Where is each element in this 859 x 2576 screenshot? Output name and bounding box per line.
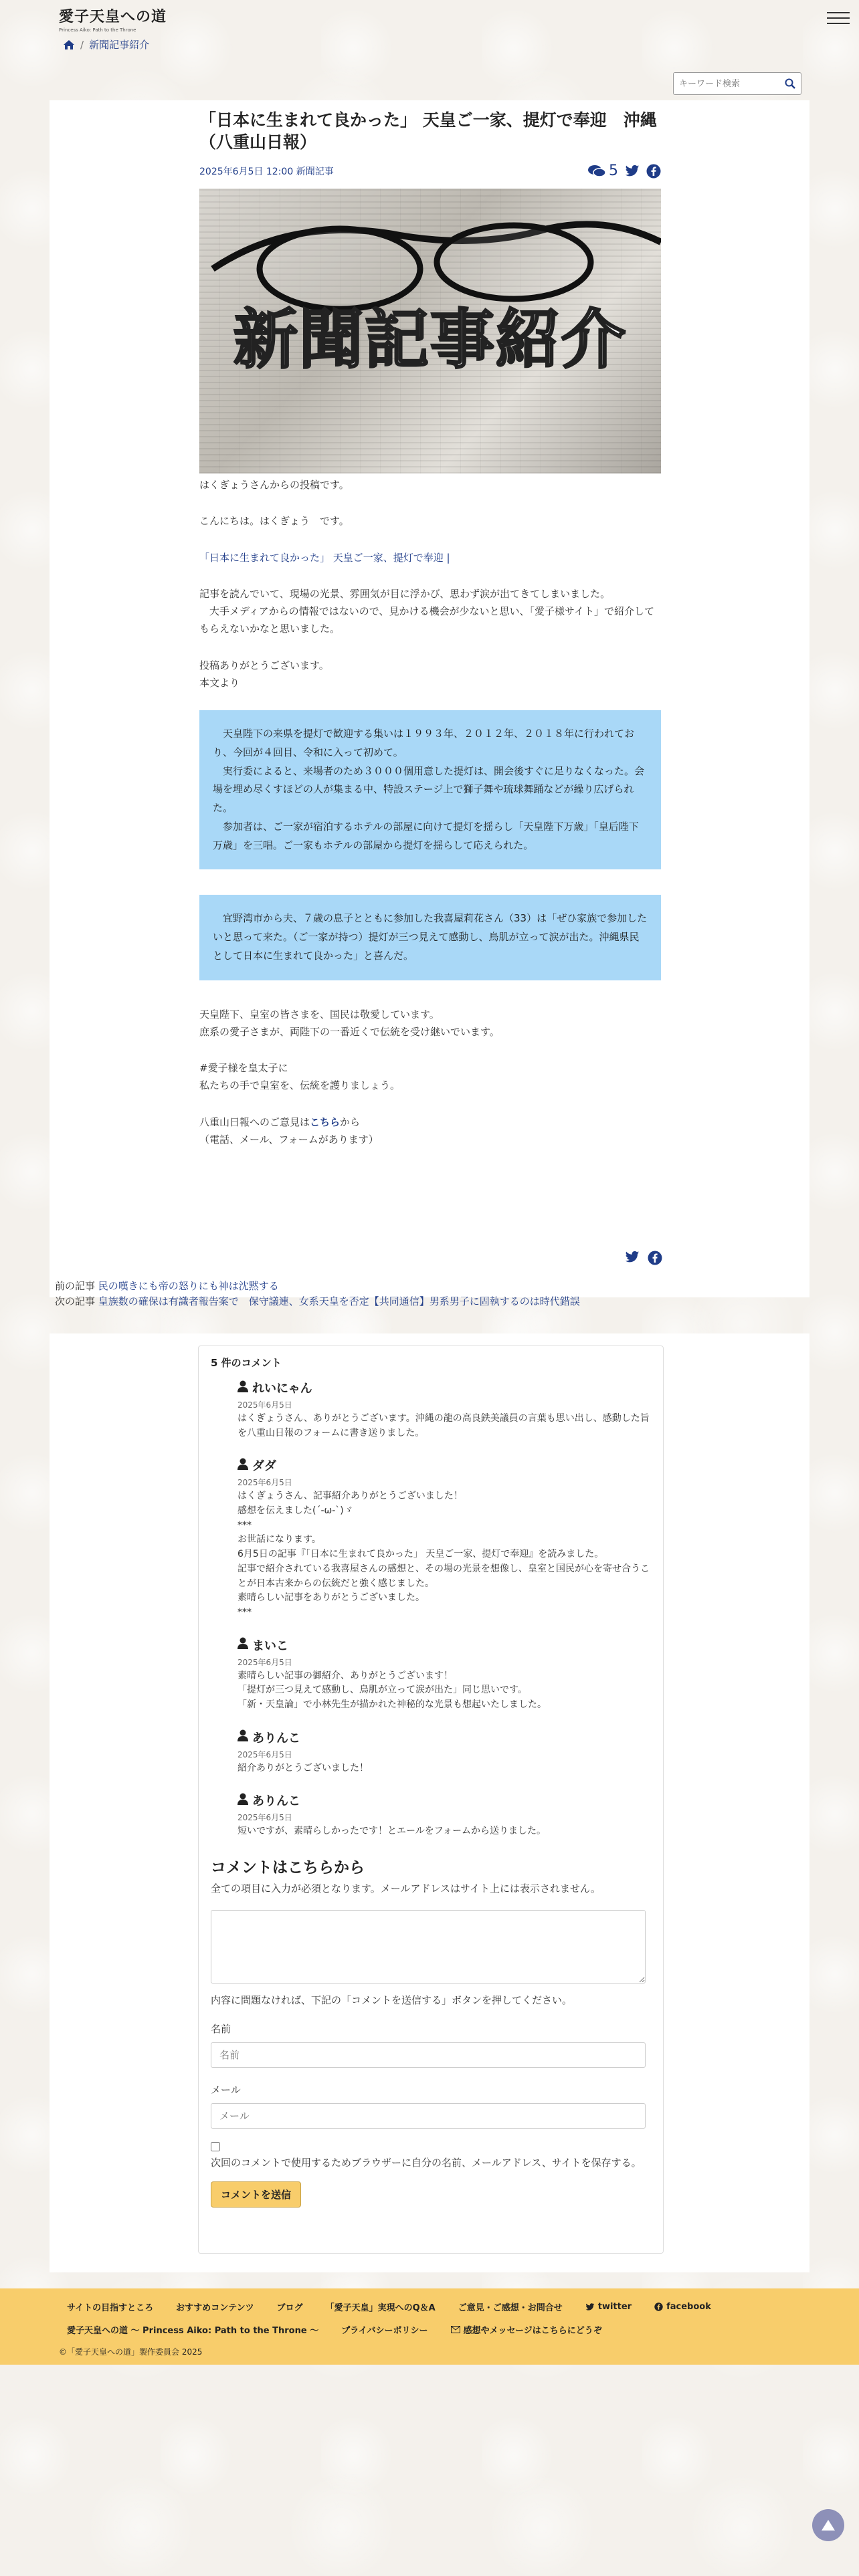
source-article-link[interactable]: 「日本に生まれて良かった」 天皇ご一家、提灯で奉迎 | [199, 551, 450, 564]
envelope-icon [451, 2326, 460, 2333]
email-field[interactable] [211, 2103, 646, 2129]
prev-post-label: 前の記事 [55, 1280, 96, 1292]
body-paragraph: 庶系の愛子さまが、両陛下の一番近くで伝統を受け継いでいます。 [199, 1025, 500, 1038]
user-icon [237, 1458, 248, 1473]
body-paragraph: はくぎょうさんからの投稿です。 [199, 479, 349, 491]
logo-subtitle: Princess Aiko: Path to the Throne [59, 27, 136, 33]
save-info-label: 次回のコメントで使用するためブラウザーに自分の名前、メールアドレス、サイトを保存する。 [211, 2157, 642, 2169]
comment [237, 1457, 651, 1620]
site-header [0, 0, 859, 40]
blockquote [199, 710, 661, 869]
breadcrumb [63, 37, 149, 51]
user-icon [237, 1729, 248, 1745]
quote-paragraph: 天皇陛下の来県を提灯で歓迎する集いは１９９３年、２０１２年、２０１８年に行われており、今回が４回目、令和に入って初めて。 [213, 728, 635, 758]
body-paragraph: 大手メディアからの情報ではないので、見かける機会が少ないと思い、「愛子様サイト」で紹介してもらえないかなと思いました。 [199, 605, 654, 635]
menu-hamburger-icon[interactable] [827, 8, 850, 27]
facebook-share-icon[interactable] [648, 1251, 662, 1265]
comment-textarea[interactable] [211, 1910, 646, 1983]
opinion-prefix: 八重山日報へのご意見は [199, 1115, 310, 1128]
body-paragraph: 本文より [199, 676, 240, 689]
site-logo[interactable] [59, 5, 166, 32]
footer-link[interactable]: サイトの目指すところ [67, 2303, 154, 2313]
body-paragraph: 投稿ありがとうございます。 [199, 659, 329, 671]
comments-section [50, 1333, 809, 2272]
twitter-share-icon[interactable] [625, 165, 640, 178]
next-post-link[interactable]: 皇族数の確保は有識者報告案で 保守議連、女系天皇を否定【共同通信】男系男子に固執するのは時代錯誤 [98, 1295, 580, 1308]
save-info-checkbox[interactable] [211, 2142, 220, 2151]
article [199, 107, 661, 1167]
twitter-icon [585, 2303, 595, 2311]
comment [237, 1379, 651, 1440]
comment-form-title: コメントはこちらから [211, 1859, 365, 1876]
footer-message-link[interactable] [451, 2323, 602, 2336]
hero-title-text: 新聞記事紹介 [233, 302, 627, 377]
share-buttons-bottom [625, 1251, 662, 1265]
submit-comment-button[interactable]: コメントを送信 [211, 2181, 301, 2208]
prev-post-link[interactable]: 民の嘆きにも帝の怒りにも神は沈黙する [98, 1280, 279, 1292]
facebook-icon [654, 2302, 663, 2311]
email-label: メール [211, 2084, 241, 2096]
user-icon [237, 1637, 248, 1652]
comments-icon [587, 164, 606, 179]
article-card [50, 100, 809, 1297]
copyright: ©「愛子天皇への道」製作委員会 2025 [59, 2347, 203, 2357]
search-icon[interactable] [779, 73, 801, 94]
article-body [199, 476, 661, 1148]
comment-text: はくぎょうさん、記事紹介ありがとうございました！ 感想を伝えました(´-ω-`)ゞ *** お世話になります。 6月5日の記事『「日本に生まれて良かった」 天皇ご一家、提灯で奉迎』を読みました。 記事で紹介されている我喜屋さんの感想と、その場の光景を想像し、皇室と国民が心を寄せ合うことが日本古来からの伝統だと強く感じました。 素晴らしい記事をありがとうございました。 *** [237, 1491, 650, 1618]
body-paragraph: 記事を読んでいて、現場の光景、雰囲気が目に浮かび、思わず涙が出てきてしまいました。 [199, 587, 611, 600]
hashtag: #愛子様を皇太子に [199, 1062, 288, 1074]
quote-paragraph: 宜野湾市から夫、７歳の息子とともに参加した我喜屋莉花さん（33）は「ぜひ家族で参加したいと思って来た。（ご一家が持つ）提灯が三つ見えて感動し、鳥肌が立って涙が出た。沖縄県民として日本に生まれて良かった」と喜んだ。 [213, 912, 648, 962]
comment-text: はくぎょうさん、ありがとうございます。沖縄の龍の高良鉄美議員の言葉も思い出し、感動した旨を八重山日報のフォームに書き送りました。 [237, 1413, 650, 1438]
next-post-label: 次の記事 [55, 1295, 96, 1308]
article-date: 2025年6月5日 12:00 [199, 166, 294, 177]
comment-date: 2025年6月5日 [237, 1657, 292, 1667]
user-icon [237, 1380, 248, 1396]
confirm-note: 内容に問題なければ、下記の「コメントを送信する」ボタンを押してください。 [211, 1994, 573, 2006]
comment-author: れいにゃん [252, 1382, 312, 1396]
quote-paragraph: 参加者は、ご一家が宿泊するホテルの部屋に向けて提灯を揺らし「天皇陛下万歳」「皇后陛下万歳」を三唱。ご一家もホテルの部屋から提灯を揺らして応えられた。 [213, 820, 639, 851]
site-footer [0, 2288, 859, 2365]
comment-date: 2025年6月5日 [237, 1478, 292, 1488]
footer-facebook-label: facebook [666, 2302, 711, 2312]
footer-twitter-label: twitter [597, 2302, 632, 2312]
comment-author: ありんこ [252, 1731, 300, 1745]
logo-title: 愛子天皇への道 [59, 8, 167, 25]
comment-date: 2025年6月5日 [237, 1749, 292, 1759]
body-paragraph: 天皇陛下、皇室の皆さまを、国民は敬愛しています。 [199, 1008, 440, 1021]
comment-author: ダダ [252, 1459, 276, 1474]
breadcrumb-category-link[interactable]: 新聞記事紹介 [89, 39, 150, 51]
comment-author: ありんこ [252, 1794, 300, 1809]
footer-link[interactable]: プライバシーポリシー [341, 2326, 428, 2336]
body-paragraph: こんにちは。はくぎょう です。 [199, 515, 349, 528]
opinion-note: （電話、メール、フォームがあります） [199, 1133, 379, 1146]
name-field[interactable] [211, 2042, 646, 2068]
footer-message-label: 感想やメッセージはこちらにどうぞ [463, 2326, 602, 2336]
quote-paragraph: 実行委によると、来場者のため３０００個用意した提灯は、開会後すぐに足りなくなった。会場を埋め尽くすほどの人が集まる中、特設ステージ上で獅子舞や琉球舞踊などが繰り広げられた。 [213, 764, 645, 814]
comment [237, 1636, 651, 1713]
footer-link[interactable]: ブログ [276, 2303, 303, 2313]
opinion-suffix: から [340, 1115, 361, 1128]
hero-image [199, 189, 661, 473]
comment [237, 1729, 651, 1776]
comment-date: 2025年6月5日 [237, 1400, 292, 1410]
back-to-top-button[interactable] [812, 2509, 844, 2541]
article-title: 「日本に生まれて良かった」 天皇ご一家、提灯で奉迎 沖縄（八重山日報） [199, 110, 657, 152]
footer-link[interactable]: ご意見・ご感想・お問合せ [458, 2303, 563, 2313]
footer-facebook-link[interactable] [654, 2300, 711, 2313]
comment [237, 1792, 651, 1839]
blockquote [199, 895, 661, 980]
comments-heading: 5 件のコメント [211, 1357, 282, 1369]
footer-link[interactable]: 「愛子天皇」実現へのQ＆A [325, 2303, 436, 2313]
footer-link[interactable]: 愛子天皇への道 〜 Princess Aiko: Path to the Throne 〜 [67, 2326, 319, 2336]
search-input[interactable] [674, 73, 779, 94]
footer-twitter-link[interactable] [585, 2300, 632, 2313]
comment-date: 2025年6月5日 [237, 1813, 292, 1823]
comment-text: 短いですが、素晴らしかったです！とエールをフォームから送りました。 [237, 1826, 547, 1837]
post-navigation [55, 1279, 580, 1310]
facebook-share-icon[interactable] [646, 164, 661, 179]
user-icon [237, 1793, 248, 1808]
arrow-up-icon [821, 2519, 836, 2531]
comment-count: 5 [609, 163, 618, 179]
opinion-link[interactable]: こちら [310, 1115, 341, 1128]
comment-count-link[interactable] [587, 163, 618, 179]
article-category-link[interactable]: 新聞記事 [296, 166, 334, 177]
breadcrumb-separator: / [80, 38, 84, 51]
name-label: 名前 [211, 2023, 231, 2035]
search-box [673, 72, 801, 95]
home-icon[interactable] [63, 39, 75, 50]
comment-text: 素晴らしい記事の御紹介、ありがとうございます！ 「提灯が三つ見えて感動し、鳥肌が立って涙が出た」同じ思いです。 「新・天皇論」で小林先生が描かれた神秘的な光景も想起いたしました。 [237, 1670, 547, 1710]
comment-text: 紹介ありがとうございました！ [237, 1762, 369, 1774]
article-meta [199, 163, 661, 179]
twitter-share-icon[interactable] [625, 1251, 640, 1264]
comment-author: まいこ [252, 1638, 288, 1653]
footer-link[interactable]: おすすめコンテンツ [176, 2303, 254, 2313]
comment-form-note: 全ての項目に入力が必須となります。メールアドレスはサイト上には表示されません。 [211, 1883, 601, 1895]
body-paragraph: 私たちの手で皇室を、伝統を護りましょう。 [199, 1079, 401, 1092]
